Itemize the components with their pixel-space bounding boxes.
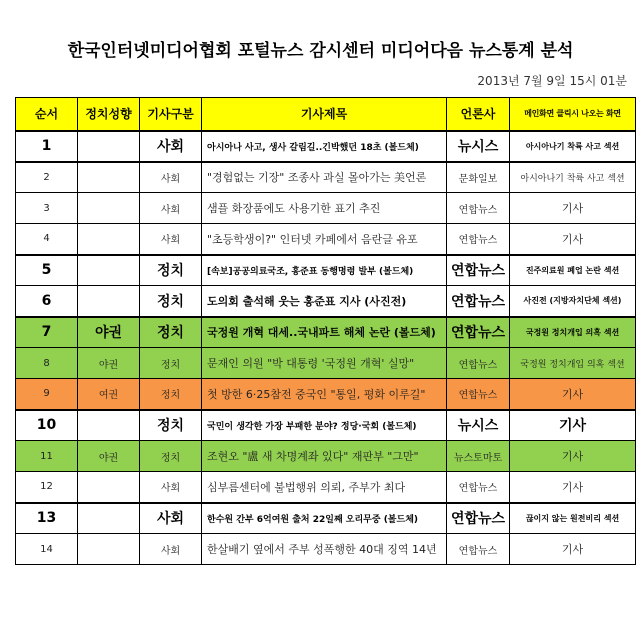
row-publisher: 뉴시스 [447, 410, 510, 441]
row-publisher: 연합뉴스 [447, 255, 510, 286]
row-category: 사회 [140, 193, 202, 224]
table-row [16, 348, 636, 379]
row-publisher: 연합뉴스 [447, 472, 510, 503]
row-politics [78, 410, 140, 441]
row-headline: 아시아나 사고, 생사 갈림길..긴박했던 18초 (볼드체) [202, 131, 447, 162]
page-title: 한국인터넷미디어협회 포털뉴스 감시센터 미디어다음 뉴스통계 분석 [67, 41, 574, 61]
table-row [16, 534, 636, 565]
row-politics: 야권 [78, 441, 140, 472]
row-screen: 기사 [510, 379, 636, 410]
row-publisher: 연합뉴스 [447, 534, 510, 565]
row-screen: 기사 [510, 441, 636, 472]
row-headline: "초등학생이?" 인터넷 카페에서 음란글 유포 [202, 224, 447, 255]
row-headline: "경험없는 기장" 조종사 과실 몰아가는 美언론 [202, 162, 447, 193]
row-publisher: 연합뉴스 [447, 348, 510, 379]
table-row [16, 410, 636, 441]
row-screen: 아시아나기 착륙 사고 섹션 [510, 162, 636, 193]
row-screen: 기사 [510, 534, 636, 565]
row-politics: 야권 [78, 348, 140, 379]
row-screen: 국정원 정치개입 의혹 섹션 [510, 317, 636, 348]
row-politics: 야권 [78, 317, 140, 348]
row-num: 8 [16, 348, 78, 379]
row-politics [78, 224, 140, 255]
row-num: 12 [16, 472, 78, 503]
row-num: 13 [16, 503, 78, 534]
row-politics [78, 286, 140, 317]
row-headline: 첫 방한 6·25참전 중국인 "통일, 평화 이루길" [202, 379, 447, 410]
row-screen: 기사 [510, 410, 636, 441]
row-headline: 국민이 생각한 가장 부패한 분야? 정당·국회 (볼드체) [202, 410, 447, 441]
row-politics [78, 503, 140, 534]
row-publisher: 뉴시스 [447, 131, 510, 162]
row-politics: 여권 [78, 379, 140, 410]
table-row [16, 441, 636, 472]
row-category: 정치 [140, 317, 202, 348]
table-row [16, 162, 636, 193]
table-row [16, 255, 636, 286]
row-headline: 한수원 간부 6억여원 출처 22일째 오리무중 (볼드체) [202, 503, 447, 534]
row-num: 5 [16, 255, 78, 286]
row-category: 사회 [140, 503, 202, 534]
row-category: 사회 [140, 131, 202, 162]
table-row [16, 286, 636, 317]
table-row [16, 193, 636, 224]
row-publisher: 연합뉴스 [447, 379, 510, 410]
row-category: 정치 [140, 441, 202, 472]
row-category: 정치 [140, 410, 202, 441]
table-row [16, 317, 636, 348]
row-num: 11 [16, 441, 78, 472]
row-publisher: 문화일보 [447, 162, 510, 193]
row-num: 9 [16, 379, 78, 410]
row-screen: 국정원 정치개입 의혹 섹션 [510, 348, 636, 379]
header-headline: 기사제목 [202, 98, 447, 131]
table-row [16, 131, 636, 162]
row-num: 6 [16, 286, 78, 317]
row-num: 7 [16, 317, 78, 348]
row-num: 2 [16, 162, 78, 193]
report-date: 2013년 7월 9일 15시 01분 [477, 74, 627, 88]
row-politics [78, 472, 140, 503]
row-headline: 국정원 개혁 대세..국내파트 해체 논란 (볼드체) [202, 317, 447, 348]
header-publisher: 언론사 [447, 98, 510, 131]
news-stats-table [15, 97, 636, 565]
header-category: 기사구분 [140, 98, 202, 131]
row-headline: 심부름센터에 불법행위 의뢰, 주부가 최다 [202, 472, 447, 503]
row-category: 사회 [140, 224, 202, 255]
row-politics [78, 162, 140, 193]
row-publisher: 연합뉴스 [447, 224, 510, 255]
table-row [16, 472, 636, 503]
header-row [16, 98, 636, 131]
row-publisher: 연합뉴스 [447, 503, 510, 534]
row-num: 10 [16, 410, 78, 441]
row-headline: 한살배기 옆에서 주부 성폭행한 40대 징역 14년 [202, 534, 447, 565]
row-headline: 조현오 "盧 새 차명계좌 있다" 재판부 "그만" [202, 441, 447, 472]
row-politics [78, 255, 140, 286]
row-category: 사회 [140, 472, 202, 503]
row-screen: 아시아나기 착륙 사고 섹션 [510, 131, 636, 162]
row-num: 3 [16, 193, 78, 224]
header-politics: 정치성향 [78, 98, 140, 131]
row-num: 14 [16, 534, 78, 565]
row-category: 사회 [140, 162, 202, 193]
row-publisher: 뉴스토마토 [447, 441, 510, 472]
row-screen: 끊이지 않는 원전비리 섹션 [510, 503, 636, 534]
row-num: 4 [16, 224, 78, 255]
row-category: 사회 [140, 534, 202, 565]
row-category: 정치 [140, 348, 202, 379]
table-row [16, 503, 636, 534]
row-category: 정치 [140, 255, 202, 286]
header-num: 순서 [16, 98, 78, 131]
row-politics [78, 193, 140, 224]
row-politics [78, 131, 140, 162]
row-politics [78, 534, 140, 565]
row-publisher: 연합뉴스 [447, 286, 510, 317]
table-row [16, 224, 636, 255]
row-headline: 도의회 출석해 웃는 홍준표 지사 (사진전) [202, 286, 447, 317]
row-screen: 기사 [510, 472, 636, 503]
row-num: 1 [16, 131, 78, 162]
row-screen: 진주의료원 폐업 논란 섹션 [510, 255, 636, 286]
header-screen: 메인화면 클릭시 나오는 화면 [510, 98, 636, 131]
table-row [16, 379, 636, 410]
row-screen: 기사 [510, 193, 636, 224]
row-publisher: 연합뉴스 [447, 317, 510, 348]
row-category: 정치 [140, 286, 202, 317]
row-category: 정치 [140, 379, 202, 410]
row-headline: 샘플 화장품에도 사용기한 표기 추진 [202, 193, 447, 224]
row-screen: 사진전 (지방자치단체 섹션) [510, 286, 636, 317]
row-screen: 기사 [510, 224, 636, 255]
row-publisher: 연합뉴스 [447, 193, 510, 224]
row-headline: [속보]공공의료국조, 홍준표 동행명령 발부 (볼드체) [202, 255, 447, 286]
row-headline: 문재인 의원 "박 대통령 '국정원 개혁' 실망" [202, 348, 447, 379]
